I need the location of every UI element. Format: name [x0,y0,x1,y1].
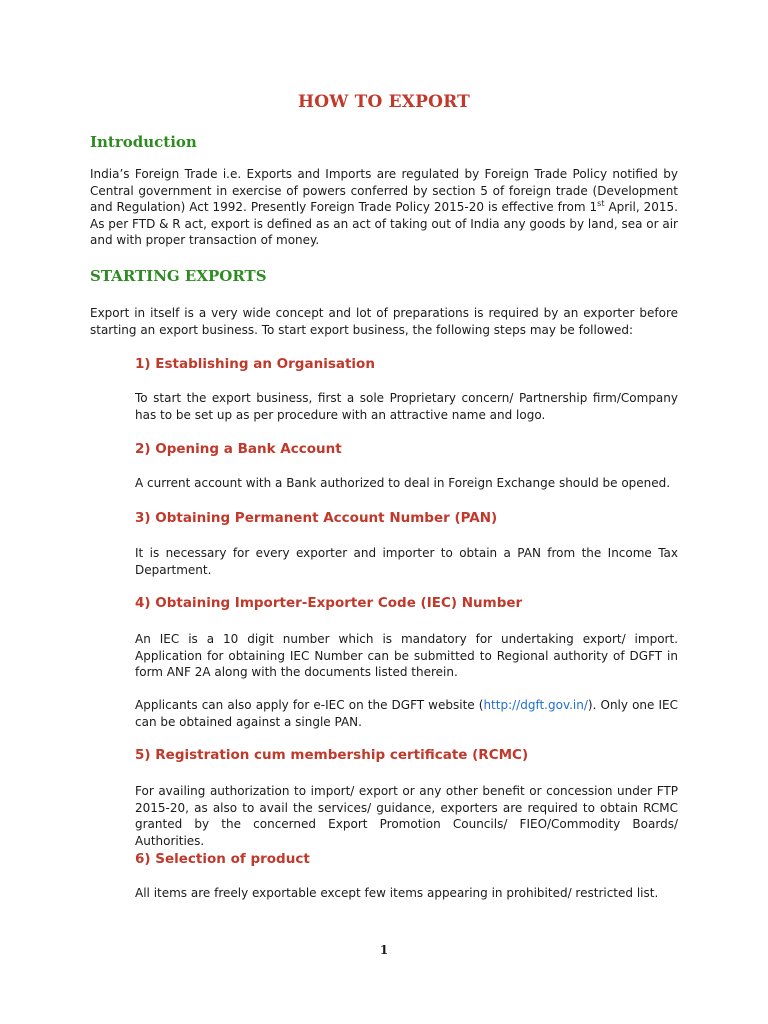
e-iec-text-before: Applicants can also apply for e-IEC on the DGFT website ( [135,698,484,712]
step-2-paragraph: A current account with a Bank authorized to deal in Foreign Exchange should be opened. [135,476,671,490]
step-2-heading: 2) Opening a Bank Account [135,441,342,457]
step-4-heading: 4) Obtaining Importer-Exporter Code (IEC) Number [135,595,523,611]
step-5-heading: 5) Registration cum membership certificate (RCMC) [135,747,529,763]
introduction-paragraph [90,166,678,249]
step-3-heading: 3) Obtaining Permanent Account Number (PAN) [135,510,498,526]
starting-exports-paragraph: Export in itself is a very wide concept and lot of preparations is required by an exporter before starting an export business. To start export business, the following steps may be followed: [90,306,678,337]
ordinal-superscript: st [597,199,605,208]
introduction-text-part1: India’s Foreign Trade i.e. Exports and Imports are regulated by Foreign Trade Policy notified by Central government in exercise of powers conferred by section 5 of foreign trade (Development and Regulation) Act 1992. Presently Foreign Trade Policy 2015-20 is effective from 1 [90,167,678,214]
page-number: 1 [379,943,389,957]
introduction-heading: Introduction [90,133,197,151]
step-1-paragraph: To start the export business, first a sole Proprietary concern/ Partnership firm/Company has to be set up as per procedure with an attractive name and logo. [135,391,678,422]
step-6-paragraph: All items are freely exportable except few items appearing in prohibited/ restricted list. [135,886,659,900]
starting-exports-heading: STARTING EXPORTS [90,267,267,285]
step-5-paragraph: For availing authorization to import/ export or any other benefit or concession under FTP 2015-20, as also to avail the services/ guidance, exporters are required to obtain RCMC granted by the concerned Export Promotion Councils/ FIEO/Commodity Boards/ Authorities. [135,784,678,848]
introduction-text-part2: April, 2015. As per FTD & R act, export is defined as an act of taking out of India any goods by land, sea or air and with proper transaction of money. [90,200,678,247]
step-6-heading: 6) Selection of product [135,851,310,867]
step-3-paragraph: It is necessary for every exporter and importer to obtain a PAN from the Income Tax Department. [135,546,678,577]
step-1-heading: 1) Establishing an Organisation [135,356,375,372]
page-title: HOW TO EXPORT [297,92,471,112]
step-4-paragraph: An IEC is a 10 digit number which is mandatory for undertaking export/ import. Application for obtaining IEC Number can be submitted to Regional authority of DGFT in form ANF 2A along with the documents listed therein. [135,632,678,679]
e-iec-text-after: ). Only one IEC can be obtained against a single PAN. [135,698,678,729]
dgft-website-link[interactable]: http://dgft.gov.in/ [483,698,588,712]
step-4-paragraph-2 [135,697,678,730]
